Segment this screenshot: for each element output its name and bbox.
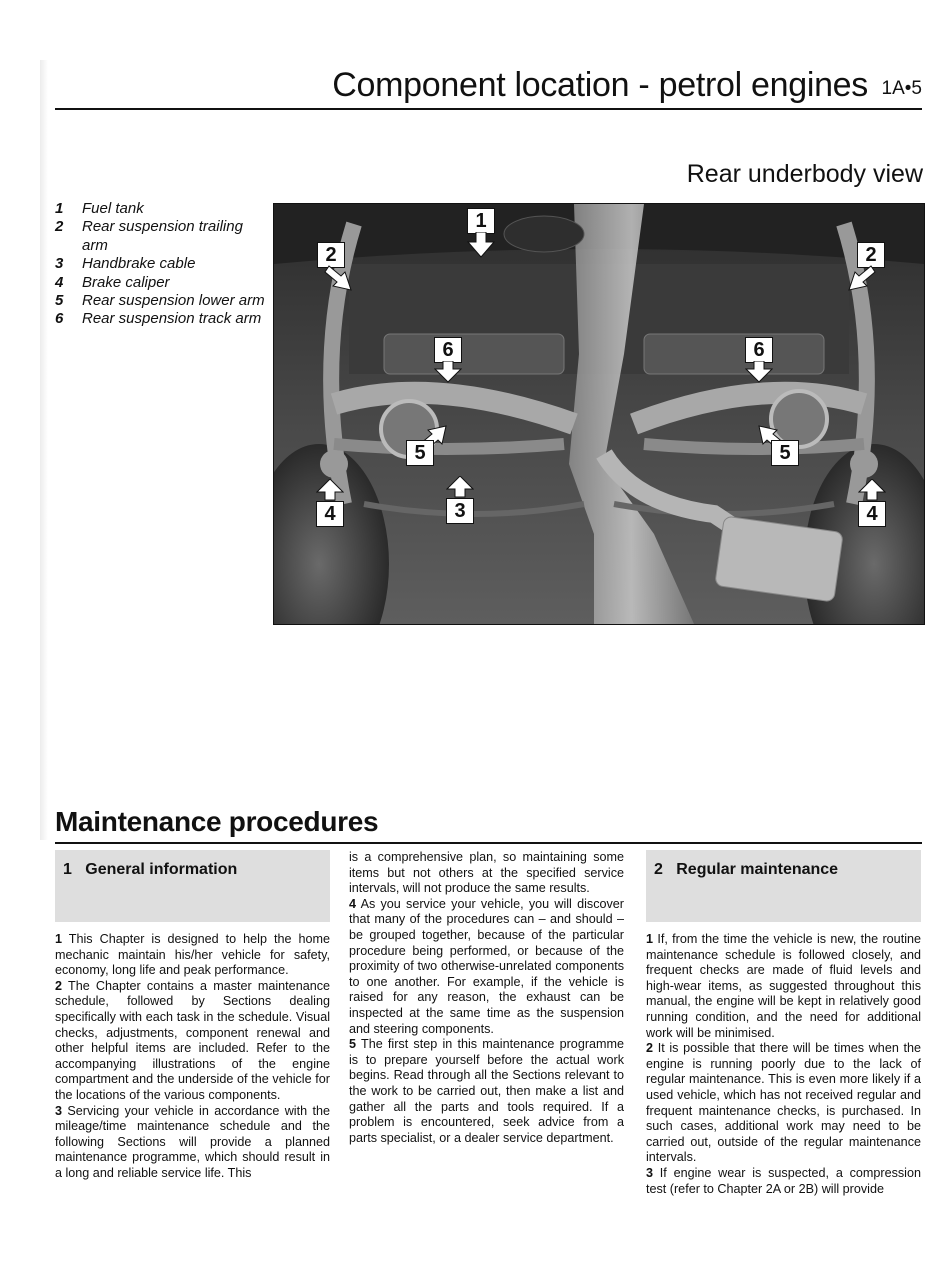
- callout-label: 5: [406, 440, 434, 466]
- paragraph-number: 2: [55, 978, 63, 993]
- paragraph: [349, 850, 624, 897]
- legend-label: Rear suspension trailing arm: [82, 218, 243, 254]
- subsection-heading: [654, 862, 838, 878]
- legend-number: 5: [55, 292, 64, 310]
- paragraph-number: 5: [349, 1037, 357, 1052]
- paragraph-number: 2: [646, 1041, 654, 1056]
- arrow-down-right-icon: [317, 264, 357, 294]
- paragraph-text: If engine wear is suspected, a compression test (refer to Chapter 2A or 2B) will provide: [646, 1165, 921, 1196]
- callout-2-right: [857, 242, 885, 292]
- callout-6-left: [434, 337, 462, 387]
- paragraph-number: 1: [55, 932, 63, 946]
- paragraph: [646, 1041, 921, 1166]
- paragraph-text: It is possible that there will be times when the engine is running poorly due to the lack of regular maintenance. This is even more likely if a used vehicle, which has not received regular and frequent maintenance checks, is purchased. In such cases, additional work may need to be carried out, outside of the regular maintenance intervals.: [646, 1041, 922, 1165]
- page-header: [55, 60, 922, 110]
- callout-label: 2: [857, 242, 885, 268]
- legend-number: 2: [55, 218, 64, 236]
- arrow-up-icon: [858, 479, 886, 501]
- legend-label: Fuel tank: [82, 200, 144, 217]
- subsection-title: Regular maintenance: [676, 861, 839, 878]
- photo-legend: [55, 200, 270, 329]
- arrow-down-icon: [467, 232, 495, 258]
- callout-label: 5: [771, 440, 799, 466]
- callout-2-left: [317, 242, 345, 292]
- callout-1: [467, 208, 495, 258]
- text-column-1: [55, 850, 330, 1182]
- arrow-down-left-icon: [843, 264, 883, 294]
- callout-label: 4: [316, 501, 344, 527]
- paragraph: [55, 932, 330, 979]
- paragraph-text: If, from the time the vehicle is new, the routine maintenance schedule is followed closely, and frequent checks are made of fluid levels and high-wear items, as suggested throughout this manual, the engine will be kept in relatively good running condition, and the need for additional work will be minimised.: [646, 932, 921, 1040]
- underbody-photo: [273, 203, 925, 625]
- callout-4-right: [858, 479, 886, 529]
- callout-label: 6: [745, 337, 773, 363]
- paragraph-text: The first step in this maintenance programme is to prepare yourself before the actual work begins. Read through all the Sections relevant to the work to be carried out, then make a list and gather all the parts and tools required. If a problem is encountered, seek advice from a parts specialist, or a dealer service department.: [349, 1037, 625, 1145]
- legend-item: [55, 292, 270, 310]
- underbody-photo-illustration: [274, 204, 924, 624]
- legend-item: [55, 310, 270, 328]
- paragraph: [349, 897, 624, 1037]
- callout-label: 4: [858, 501, 886, 527]
- paragraph-number: 3: [55, 1103, 63, 1118]
- callout-label: 1: [467, 208, 495, 234]
- legend-label: Rear suspension lower arm: [82, 292, 265, 310]
- callout-3: [446, 476, 474, 526]
- paragraph-text: As you service your vehicle, you will discover that many of the procedures can – and should – be grouped together, because of the particular procedure being performed, or because of the proximity of two otherwise-unrelated components to one another. For example, if the vehicle is raised for any reason, the exhaust can be inspected at the same time as the suspension and steering components.: [349, 896, 624, 1036]
- text-column-2: [349, 850, 624, 1146]
- legend-number: 1: [55, 200, 64, 217]
- callout-4-left: [316, 479, 344, 529]
- callout-label: 6: [434, 337, 462, 363]
- callout-5-right: [771, 424, 799, 474]
- arrow-up-icon: [446, 476, 474, 498]
- text-column-3: [646, 850, 921, 1197]
- legend-item: [55, 200, 270, 218]
- paragraph-number: 4: [349, 896, 357, 911]
- paragraph-number: 3: [646, 1165, 654, 1180]
- paragraph-text: This Chapter is designed to help the home mechanic maintain his/her vehicle for safety, economy, long life and peak performance.: [55, 932, 330, 978]
- arrow-up-icon: [316, 479, 344, 501]
- paragraph-text: Servicing your vehicle in accordance with the mileage/time maintenance schedule and the following Sections will provide a planned maintenance programme, which should result in a long and reliable service life. This: [55, 1103, 330, 1180]
- subsection-number: 1: [63, 861, 72, 878]
- paragraph-text: The Chapter contains a master maintenance schedule, followed by Sections dealing specifically with each task in the schedule. Visual checks, adjustments, component renewal and other helpful items are included. Refer to the accompanying illustrations of the engine compartment and the underside of the vehicle for the locations of the various components.: [55, 978, 331, 1102]
- paragraph: [55, 1104, 330, 1182]
- legend-label: Rear suspension track arm: [82, 310, 262, 328]
- legend-number: 3: [55, 255, 64, 273]
- arrow-down-icon: [745, 361, 773, 383]
- arrow-down-icon: [434, 361, 462, 383]
- legend-label: Handbrake cable: [82, 255, 196, 273]
- subsection-heading: [63, 862, 237, 878]
- paragraph: [349, 1037, 624, 1146]
- callout-label: 3: [446, 498, 474, 524]
- subsection-number: 2: [654, 861, 663, 878]
- legend-item: [55, 218, 270, 255]
- photo-title: Rear underbody view: [686, 160, 923, 188]
- callout-label: 2: [317, 242, 345, 268]
- callout-5-left: [406, 424, 434, 474]
- callout-6-right: [745, 337, 773, 387]
- legend-item: [55, 255, 270, 273]
- page-title: Component location - petrol engines: [332, 66, 868, 104]
- paragraph: [646, 932, 921, 1041]
- paragraph-text: is a comprehensive plan, so maintaining some items but not others at the specified service intervals, will not produce the same results.: [349, 850, 624, 896]
- section-title: Maintenance procedures: [55, 806, 922, 844]
- legend-label: Brake caliper: [82, 273, 170, 291]
- paragraph-number: 1: [646, 932, 654, 946]
- subsection-title: General information: [85, 861, 238, 878]
- subsection-header-general: [55, 850, 330, 922]
- legend-number: 6: [55, 310, 64, 328]
- paragraph: [646, 1166, 921, 1197]
- page-number: 1A•5: [881, 78, 922, 99]
- legend-item: [55, 274, 270, 292]
- subsection-header-regular: [646, 850, 921, 922]
- page-edge-shading: [40, 60, 48, 840]
- legend-number: 4: [55, 273, 64, 291]
- paragraph: [55, 979, 330, 1104]
